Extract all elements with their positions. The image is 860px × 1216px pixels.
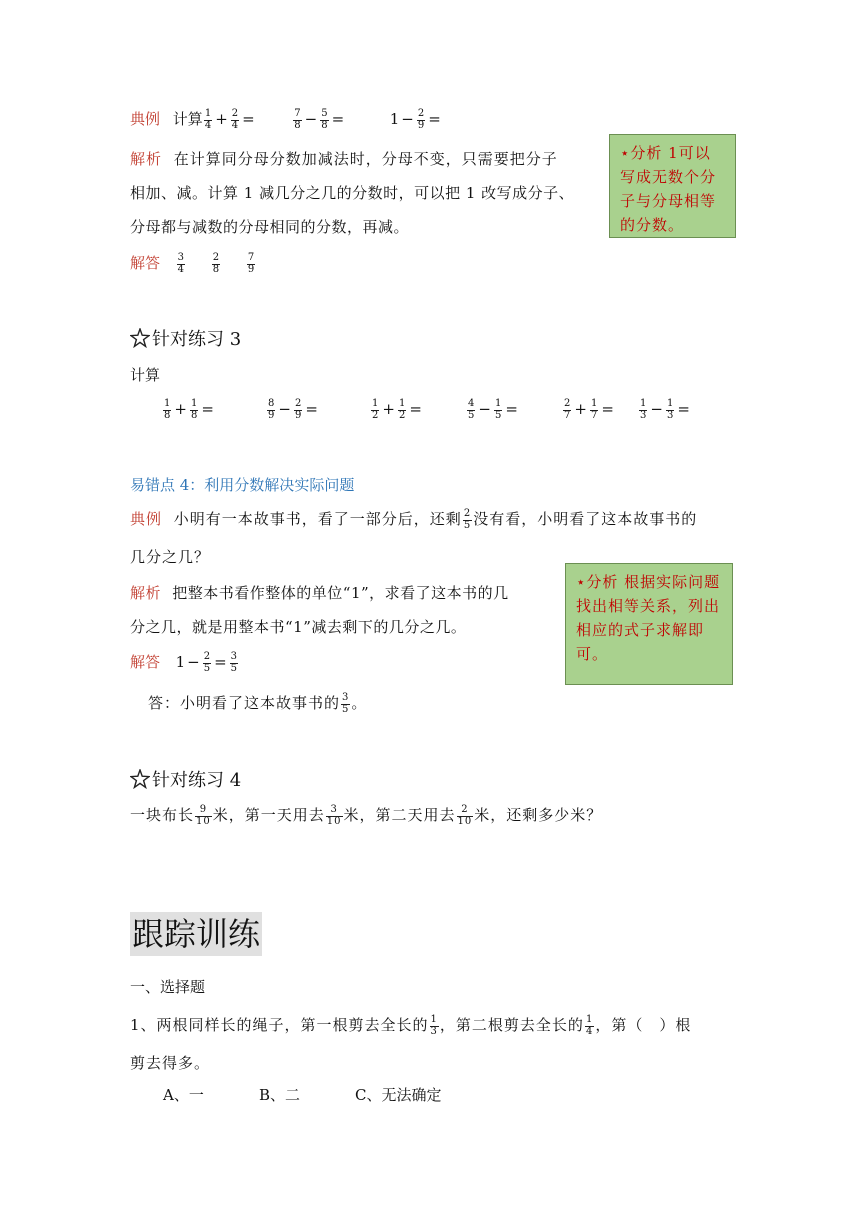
fraction: $\frac{3}{4}$ (177, 252, 184, 275)
analysis2-line1: 解析 把整本书看作整体的单位“1”，求看了这本书的几 (130, 584, 509, 602)
question1-line2: 剪去得多。 (130, 1054, 211, 1072)
analysis-tag: 解析 (130, 584, 162, 602)
practice3-item: $\frac{8}{9}$ − $\frac{2}{9}$ = (268, 398, 318, 421)
example-tag: 典例 (130, 110, 161, 128)
fraction: $\frac{2}{9}$ (417, 108, 425, 131)
answer2-reply: 答：小明看了这本故事书的 $\frac{3}{5}$ 。 (148, 692, 368, 715)
error-point-heading: 易错点 4：利用分数解决实际问题 (130, 476, 355, 494)
fraction: $\frac{1}{4}$ (585, 1014, 594, 1037)
analysis2-line2: 分之几，就是用整本书“1”减去剩下的几分之几。 (130, 618, 467, 636)
fraction: $\frac{1}{3}$ (430, 1014, 438, 1037)
fraction: $\frac{1}{4}$ (204, 108, 212, 131)
practice3-item: $\frac{4}{5}$ − $\frac{1}{5}$ = (468, 398, 518, 421)
fraction: $\frac{2}{5}$ (463, 508, 472, 531)
example2-line2: 几分之几？ (130, 548, 211, 566)
answer1-line (130, 252, 256, 275)
answer-tag: 解答 (130, 254, 161, 272)
option-b[interactable]: B、二 (259, 1086, 301, 1104)
fraction: $\frac{3}{5}$ (230, 651, 238, 674)
analysis-note-box: ⋆分析 1可以写成无数个分子与分母相等的分数。 (609, 134, 736, 238)
practice3-item: $\frac{1}{8}$ + $\frac{1}{8}$ = (164, 398, 214, 421)
example1-line: 典例 计算 $\frac{1}{4}$ + $\frac{2}{4}$ = $\frac{7}{8}$ − $\frac{5}{8}$ = 1 − $\frac{2}{9}$ = (130, 108, 441, 131)
analysis-tag: 解析 (130, 150, 163, 168)
fraction: $\frac{5}{8}$ (321, 108, 328, 131)
answer-tag: 解答 (130, 653, 161, 671)
practice4-heading: 针对练习 4 (130, 766, 241, 792)
question1-line1: 1、两根同样长的绳子，第一根剪去全长的 $\frac{1}{3}$ ，第二根剪去全长的 $\frac{1}{4}$ ，第（ ）根 (130, 1014, 692, 1037)
fraction: $\frac{2}{5}$ (203, 651, 211, 674)
fraction: $\frac{7}{8}$ (294, 108, 301, 131)
analysis1-line2: 相加、减。计算 1 减几分之几的分数时，可以把 1 改写成分子、 (130, 184, 575, 202)
fraction: $\frac{2}{8}$ (212, 252, 220, 275)
analysis1-line3: 分母都与减数的分母相同的分数，再减。 (130, 218, 410, 236)
fraction: $\frac{3}{5}$ (342, 692, 350, 715)
practice3-item: $\frac{1}{2}$ + $\frac{1}{2}$ = (372, 398, 422, 421)
answer2-line: 解答 1 − $\frac{2}{5}$ = $\frac{3}{5}$ (130, 651, 238, 674)
tracking-section-title: 跟踪训练 (130, 912, 262, 956)
practice4-question: 一块布长 $\frac{9}{10}$ 米，第一天用去 $\frac{3}{10}$ 米，第二天用去 $\frac{2}{10}$ 米，还剩多少米？ (130, 804, 603, 827)
fraction: $\frac{7}{9}$ (247, 252, 255, 275)
question-section-label: 一、选择题 (130, 978, 206, 996)
option-a[interactable]: A、一 (163, 1086, 204, 1104)
example-tag: 典例 (130, 510, 163, 528)
option-c[interactable]: C、无法确定 (355, 1086, 442, 1104)
star-outline-icon (130, 769, 150, 789)
fraction: $\frac{2}{4}$ (231, 108, 239, 131)
example2-line1: 典例 小明有一本故事书，看了一部分后，还剩 $\frac{2}{5}$ 没有看，小明看了这本故事书的 (130, 508, 698, 531)
star-outline-icon (130, 328, 150, 348)
fraction: $\frac{3}{10}$ (326, 804, 342, 827)
practice3-instruction: 计算 (130, 366, 161, 384)
analysis1-line1: 解析 在计算同分母分数加减法时，分母不变，只需要把分子 (130, 150, 558, 168)
practice3-heading: 针对练习 3 (130, 325, 241, 351)
analysis-note-box: ⋆分析 根据实际问题找出相等关系，列出相应的式子求解即可。 (565, 563, 733, 685)
practice3-item: $\frac{1}{3}$ − $\frac{1}{3}$ = (640, 398, 690, 421)
fraction: $\frac{9}{10}$ (196, 804, 211, 827)
example-lead: 计算 (172, 110, 203, 128)
fraction: $\frac{2}{10}$ (457, 804, 473, 827)
practice3-item: $\frac{2}{7}$ + $\frac{1}{7}$ = (564, 398, 614, 421)
